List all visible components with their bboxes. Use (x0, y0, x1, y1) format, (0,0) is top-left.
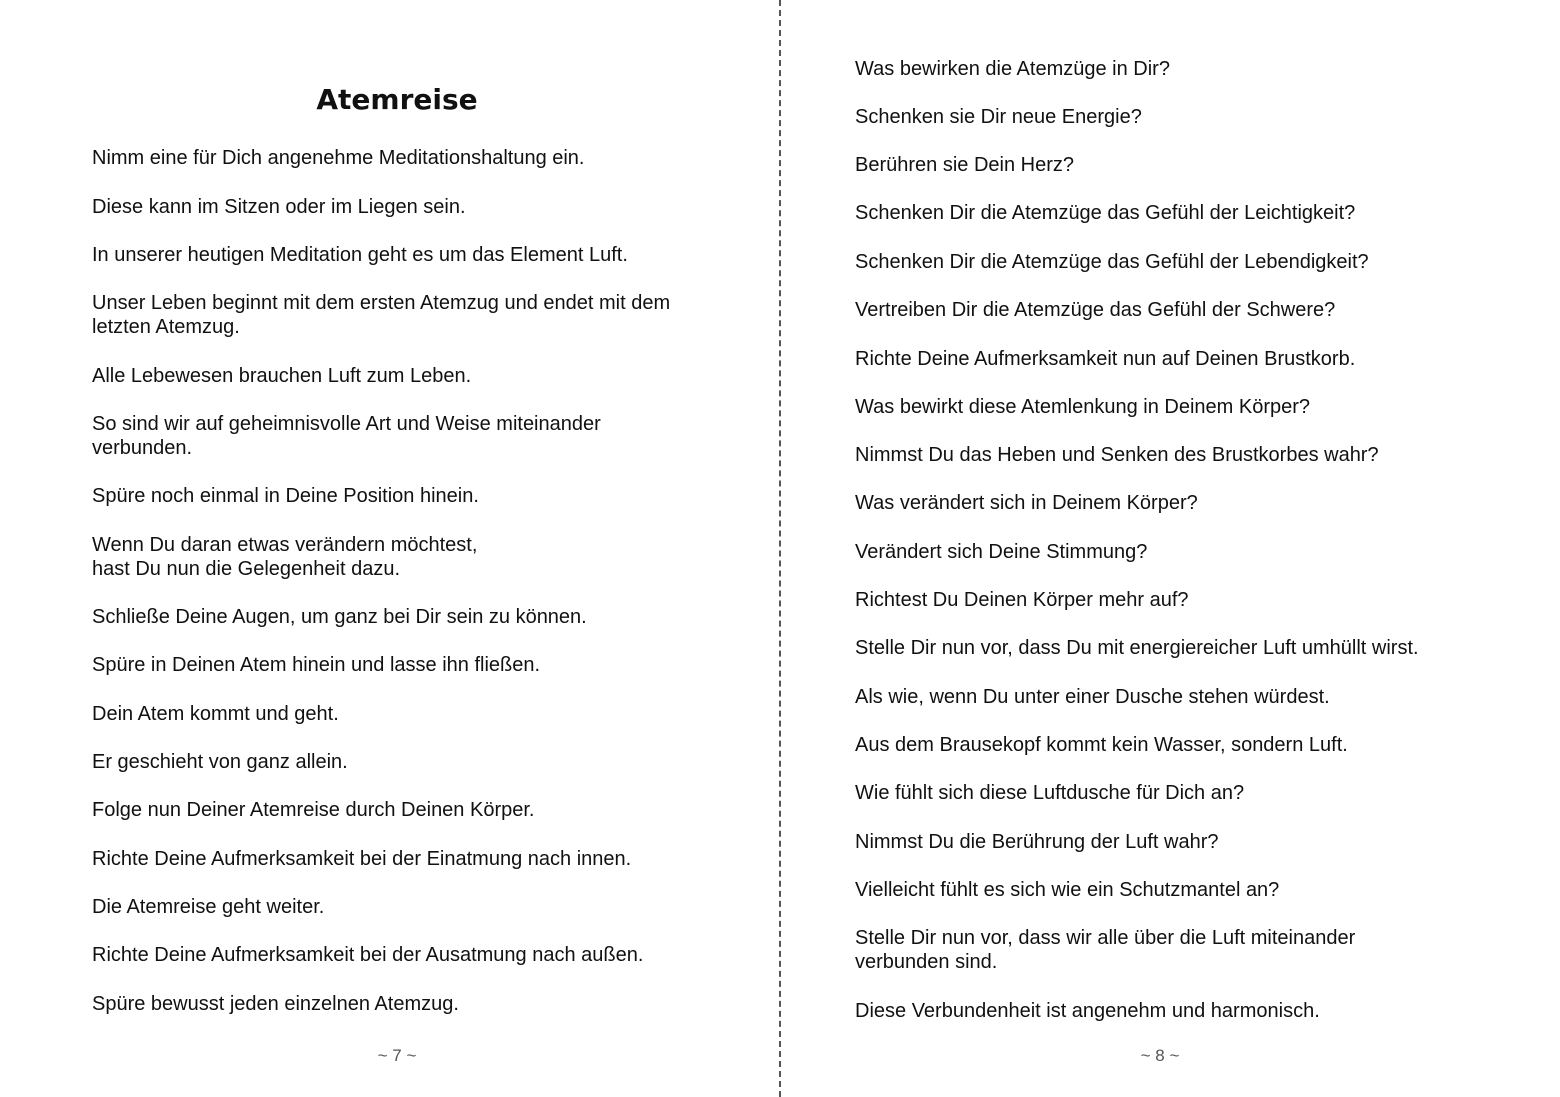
paragraph: Aus dem Brausekopf kommt kein Wasser, sondern Luft. (855, 734, 1348, 756)
right-page (781, 0, 1560, 1097)
paragraph: Spüre in Deinen Atem hinein und lasse ihn fließen. (92, 654, 541, 676)
paragraph: Er geschieht von ganz allein. (92, 751, 348, 773)
paragraph: So sind wir auf geheimnisvolle Art und Weise miteinander verbunden. (92, 413, 601, 459)
paragraph: Stelle Dir nun vor, dass Du mit energiereicher Luft umhüllt wirst. (855, 637, 1419, 659)
page-number: ~ 8 ~ (1140, 1046, 1180, 1065)
paragraph: Wenn Du daran etwas verändern möchtest, hast Du nun die Gelegenheit dazu. (92, 534, 478, 580)
paragraph: Spüre noch einmal in Deine Position hinein. (92, 485, 479, 507)
paragraph: Richte Deine Aufmerksamkeit bei der Ausatmung nach außen. (92, 944, 644, 966)
paragraph: Richtest Du Deinen Körper mehr auf? (855, 589, 1189, 611)
paragraph: Diese kann im Sitzen oder im Liegen sein. (92, 196, 466, 218)
paragraph: Was bewirken die Atemzüge in Dir? (855, 58, 1170, 80)
paragraph: Dein Atem kommt und geht. (92, 703, 339, 725)
paragraph: Was bewirkt diese Atemlenkung in Deinem Körper? (855, 396, 1311, 418)
page-number: ~ 7 ~ (377, 1046, 417, 1065)
paragraph: Verändert sich Deine Stimmung? (855, 541, 1148, 563)
paragraph: Spüre bewusst jeden einzelnen Atemzug. (92, 993, 459, 1015)
left-page (0, 0, 779, 1097)
paragraph: Richte Deine Aufmerksamkeit bei der Einatmung nach innen. (92, 848, 632, 870)
paragraph: Vertreiben Dir die Atemzüge das Gefühl der Schwere? (855, 299, 1336, 321)
paragraph: Schenken Dir die Atemzüge das Gefühl der Lebendigkeit? (855, 251, 1369, 273)
paragraph: Diese Verbundenheit ist angenehm und harmonisch. (855, 1000, 1320, 1022)
page-title: Atemreise (316, 83, 478, 116)
paragraph: Schenken sie Dir neue Energie? (855, 106, 1142, 128)
paragraph: Unser Leben beginnt mit dem ersten Atemzug und endet mit dem letzten Atemzug. (92, 292, 671, 338)
paragraph: In unserer heutigen Meditation geht es um das Element Luft. (92, 244, 628, 266)
paragraph: Stelle Dir nun vor, dass wir alle über die Luft miteinander verbunden sind. (855, 927, 1356, 973)
paragraph: Die Atemreise geht weiter. (92, 896, 325, 918)
paragraph: Was verändert sich in Deinem Körper? (855, 492, 1198, 514)
paragraph: Richte Deine Aufmerksamkeit nun auf Deinen Brustkorb. (855, 348, 1356, 370)
paragraph: Berühren sie Dein Herz? (855, 154, 1074, 176)
paragraph: Schenken Dir die Atemzüge das Gefühl der Leichtigkeit? (855, 202, 1356, 224)
paragraph: Folge nun Deiner Atemreise durch Deinen Körper. (92, 799, 535, 821)
paragraph: Nimmst Du die Berührung der Luft wahr? (855, 831, 1219, 853)
paragraph: Wie fühlt sich diese Luftdusche für Dich an? (855, 782, 1245, 804)
paragraph: Alle Lebewesen brauchen Luft zum Leben. (92, 365, 472, 387)
paragraph: Als wie, wenn Du unter einer Dusche stehen würdest. (855, 686, 1330, 708)
paragraph: Nimmst Du das Heben und Senken des Brustkorbes wahr? (855, 444, 1379, 466)
paragraph: Nimm eine für Dich angenehme Meditationshaltung ein. (92, 147, 585, 169)
paragraph: Schließe Deine Augen, um ganz bei Dir sein zu können. (92, 606, 587, 628)
paragraph: Vielleicht fühlt es sich wie ein Schutzmantel an? (855, 879, 1280, 901)
